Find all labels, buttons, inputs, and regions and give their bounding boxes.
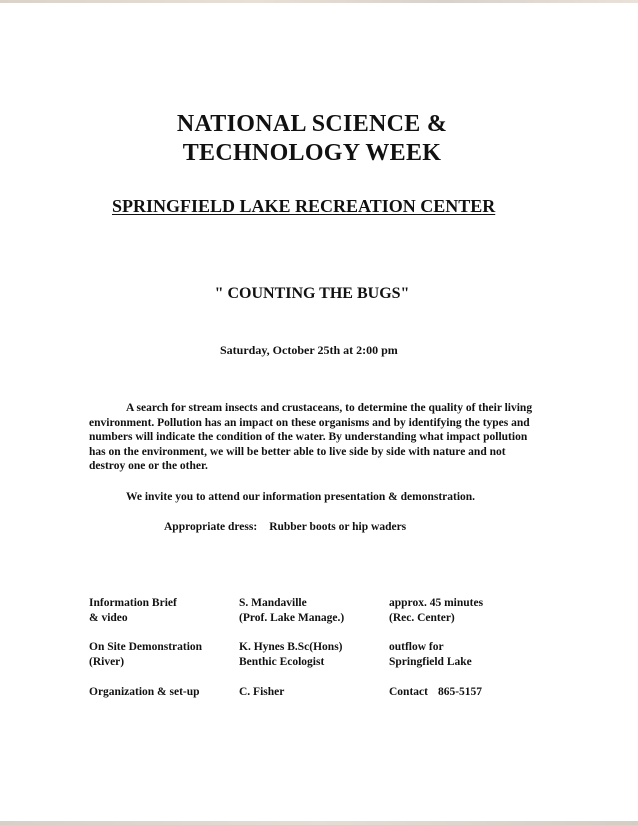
activity-line: Information Brief <box>89 597 177 609</box>
note-line: outflow for <box>389 641 444 653</box>
schedule-note <box>389 596 483 626</box>
schedule-activity <box>89 640 202 670</box>
schedule-activity <box>89 685 200 700</box>
activity-line: Organization & set-up <box>89 686 200 698</box>
schedule-note <box>389 640 472 670</box>
contact-phone: 865-5157 <box>437 686 483 698</box>
title-line-2: TECHNOLOGY WEEK <box>182 140 442 166</box>
scan-edge-bottom <box>0 821 638 825</box>
person-line: S. Mandaville <box>239 597 307 609</box>
event-name: " COUNTING THE BUGS" <box>214 285 410 302</box>
contact-label: Contact <box>389 686 428 698</box>
dress-code <box>164 521 406 533</box>
schedule-person <box>239 640 343 670</box>
activity-line: On Site Demonstration <box>89 641 203 653</box>
schedule-contact <box>389 685 482 700</box>
note-line: (Rec. Center) <box>389 612 455 624</box>
dress-label: Appropriate dress: <box>164 521 258 533</box>
invitation-text: We invite you to attend our information presentation & demonstration. <box>126 491 476 503</box>
person-line: C. Fisher <box>239 686 285 698</box>
event-date-time: Saturday, October 25th at 2:00 pm <box>220 343 398 357</box>
activity-line: & video <box>89 612 128 624</box>
scan-edge-top <box>0 0 638 3</box>
venue-heading: SPRINGFIELD LAKE RECREATION CENTER <box>112 196 496 216</box>
person-line: K. Hynes B.Sc(Hons) <box>239 641 343 653</box>
schedule-person <box>239 596 344 626</box>
activity-line: (River) <box>89 656 125 668</box>
note-line: approx. 45 minutes <box>389 597 484 609</box>
schedule-activity <box>89 596 177 626</box>
note-line: Springfield Lake <box>389 656 472 668</box>
title-line-1: NATIONAL SCIENCE & <box>176 111 448 137</box>
dress-value: Rubber boots or hip waders <box>269 521 407 533</box>
person-line: Benthic Ecologist <box>239 656 325 668</box>
person-line: (Prof. Lake Manage.) <box>239 612 345 624</box>
schedule-person <box>239 685 284 700</box>
event-description: A search for stream insects and crustaceans, to determine the quality of their living environment. Pollution has an impact on these organisms and by identifying the types and numbers will indicate the condition of the water. By understanding what impact pollution has on the environment, we will be better able to live side by side with nature and not destroy one or the other. <box>89 402 533 473</box>
